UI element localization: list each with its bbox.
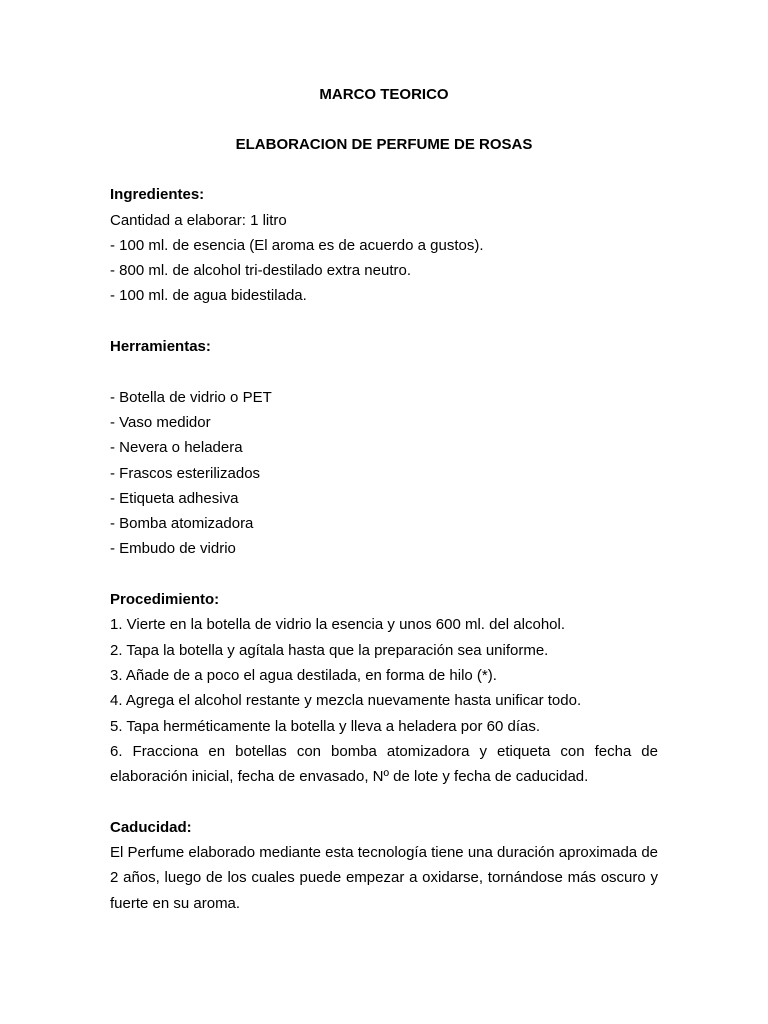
tool-item: - Vaso medidor [110,413,211,431]
procedure-step: 6. Fracciona en botellas con bomba atomizadora y etiqueta con fecha de elaboración inicial, fecha de envasado, Nº de lote y fecha de caducidad. [110,742,658,786]
tool-item: - Frascos esterilizados [110,464,261,482]
procedure-step: 1. Vierte en la botella de vidrio la esencia y unos 600 ml. del alcohol. [110,616,566,634]
tool-item: - Embudo de vidrio [110,540,236,558]
ingredient-line: - 100 ml. de agua bidestilada. [110,287,307,305]
spacer [110,359,658,384]
section-herramientas [110,334,658,562]
caducidad-heading: Caducidad: [110,818,192,836]
ingredient-line: Cantidad a elaborar: 1 litro [110,211,287,229]
document-subtitle: ELABORACION DE PERFUME DE ROSAS [235,136,533,153]
ingredient-line: - 800 ml. de alcohol tri-destilado extra neutro. [110,262,411,280]
procedure-step: 5. Tapa herméticamente la botella y lleva a heladera por 60 días. [110,717,540,735]
tool-item: - Bomba atomizadora [110,515,254,533]
herramientas-heading: Herramientas: [110,338,211,356]
section-procedimiento [110,587,658,789]
procedure-step: 3. Añade de a poco el agua destilada, en forma de hilo (*). [110,666,497,684]
document-body [110,82,658,916]
document-title: MARCO TEORICO [319,86,449,103]
procedure-step: 4. Agrega el alcohol restante y mezcla nuevamente hasta unificar todo. [110,692,582,710]
ingredientes-heading: Ingredientes: [110,186,205,204]
section-caducidad [110,815,658,916]
tool-item: - Botella de vidrio o PET [110,388,272,406]
spacer [110,562,658,587]
section-ingredientes [110,182,658,308]
procedure-step: 2. Tapa la botella y agítala hasta que la preparación sea uniforme. [110,641,549,659]
spacer [110,309,658,334]
tool-item: - Nevera o heladera [110,439,243,457]
tool-item: - Etiqueta adhesiva [110,489,239,507]
ingredient-line: - 100 ml. de esencia (El aroma es de acuerdo a gustos). [110,236,484,254]
spacer [110,789,658,814]
procedimiento-heading: Procedimiento: [110,591,220,609]
caducidad-text: El Perfume elaborado mediante esta tecnología tiene una duración aproximada de 2 años, luego de los cuales puede empezar a oxidarse, tornándose más oscuro y fuerte en su aroma. [110,844,658,912]
